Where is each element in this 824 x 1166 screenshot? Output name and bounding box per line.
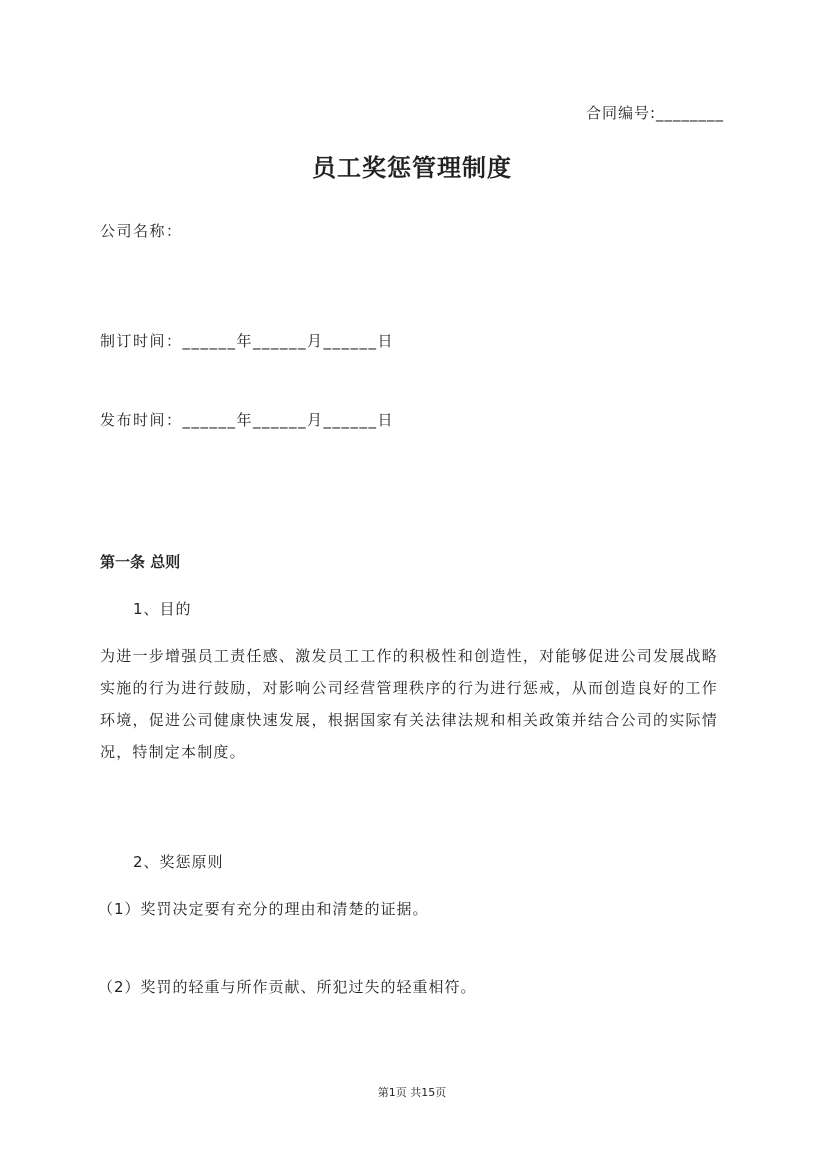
document-title: 员工奖惩管理制度 <box>312 154 512 182</box>
company-name-label: 公司名称： <box>100 222 183 240</box>
principle-item-2: （2）奖罚的轻重与所作贡献、所犯过失的轻重相符。 <box>98 978 477 996</box>
principles-heading: 2、奖惩原则 <box>133 853 224 871</box>
contract-number-label: 合同编号:________ <box>585 104 724 122</box>
formulation-date-line: 制订时间：______年______月______日 <box>100 332 395 350</box>
publish-date-line: 发布时间：______年______月______日 <box>100 411 395 429</box>
section-heading-general: 第一条 总则 <box>100 553 181 571</box>
page-footer: 第1页 共15页 <box>377 1086 447 1099</box>
purpose-heading: 1、目的 <box>133 600 192 618</box>
principle-item-1: （1）奖罚决定要有充分的理由和清楚的证据。 <box>98 900 429 918</box>
purpose-paragraph: 为进一步增强员工责任感、激发员工工作的积极性和创造性，对能够促进公司发展战略实施的行为进行鼓励，对影响公司经营管理秩序的行为进行惩戒，从而创造良好的工作环境，促进公司健康快速发展，根据国家有关法律法规和相关政策并结合公司的实际情况，特制定本制度。 <box>100 647 718 761</box>
